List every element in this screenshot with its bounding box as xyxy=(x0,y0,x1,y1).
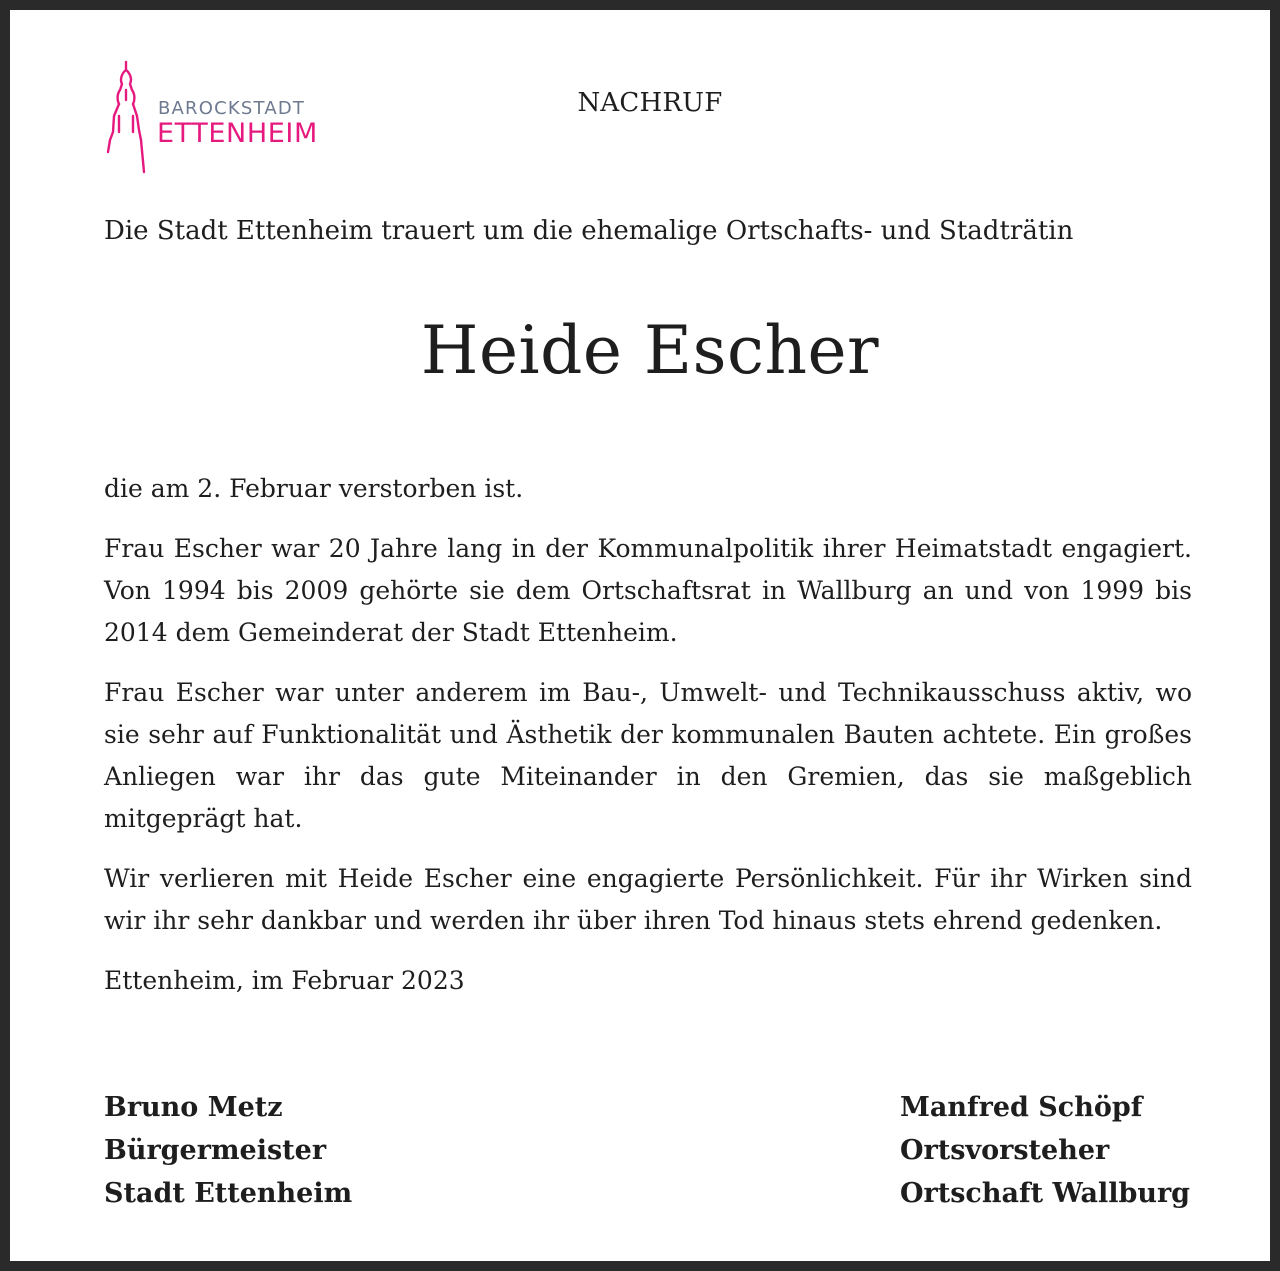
signature-name: Bruno Metz xyxy=(104,1092,283,1123)
signature-org: Ortschaft Wallburg xyxy=(900,1178,1191,1209)
signature-org: Stadt Ettenheim xyxy=(104,1178,353,1209)
logo-text-ettenheim: ETTENHEIM xyxy=(157,118,318,149)
paragraph-tribute: Wir verlieren mit Heide Escher eine engagierte Persönlichkeit. Für ihr Wirken sind wir ihr sehr dankbar und werden ihr über ihren Tod hinaus stets ehrend gedenken. xyxy=(104,864,1192,935)
deceased-name: Heide Escher xyxy=(420,312,880,389)
paragraph-committees: Frau Escher war unter anderem im Bau-, Umwelt- und Technikausschuss aktiv, wo sie sehr auf Funktionalität und Ästhetik der kommunalen Bauten achtete. Ein großes Anliegen war ihr das gute Miteinander in den Gremien, das sie maßgeblich mitgeprägt hat. xyxy=(104,678,1192,833)
signature-block-mayor xyxy=(104,1086,352,1215)
document-title: NACHRUF xyxy=(577,88,723,118)
intro-text: Die Stadt Ettenheim trauert um die ehemalige Ortschafts- und Stadträtin xyxy=(104,216,1074,246)
signature-name: Manfred Schöpf xyxy=(900,1092,1143,1123)
church-tower-icon xyxy=(104,60,154,178)
obituary-body xyxy=(104,468,1192,1020)
logo-text-barockstadt: BAROCKSTADT xyxy=(158,98,306,119)
paragraph-death-date: die am 2. Februar verstorben ist. xyxy=(104,474,524,503)
place-date: Ettenheim, im Februar 2023 xyxy=(104,966,465,995)
signature-block-ortsvorsteher xyxy=(900,1086,1190,1215)
paragraph-career: Frau Escher war 20 Jahre lang in der Kommunalpolitik ihrer Heimatstadt engagiert. Von 1994 bis 2009 gehörte sie dem Ortschaftsrat in Wallburg an und von 1999 bis 2014 dem Gemeinderat der Stadt Ettenheim. xyxy=(104,534,1192,647)
signature-role: Ortsvorsteher xyxy=(900,1135,1110,1166)
logo xyxy=(104,60,334,178)
signature-role: Bürgermeister xyxy=(104,1135,327,1166)
